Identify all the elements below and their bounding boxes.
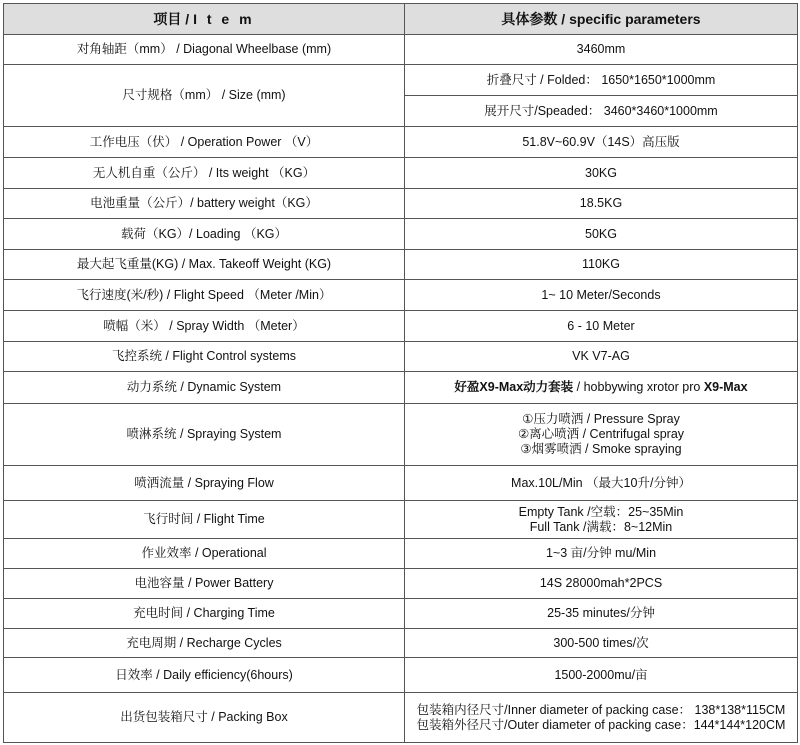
item-cell: 对角轴距（mm） / Diagonal Wheelbase (mm) [4,35,405,65]
table-row [4,466,798,501]
item-cell: 飞行时间 / Flight Time [4,501,405,539]
item-header-en: I t e m [193,10,255,27]
value-cell: 300-500 times/次 [405,629,798,658]
value-cell: 14S 28000mah*2PCS [405,569,798,599]
table-row [4,569,798,599]
item-cell: 电池重量（公斤）/ battery weight（KG） [4,189,405,219]
table-header-row [4,4,798,35]
flight-time-empty: Empty Tank /空载：25~35Min [518,504,684,519]
table-row [4,311,798,342]
item-cell: 充电周期 / Recharge Cycles [4,629,405,658]
table-row [4,219,798,250]
value-cell [405,404,798,466]
flight-time-full: Full Tank /满载：8~12Min [529,519,673,534]
dynamic-system-text: / hobbywing xrotor pro [573,380,704,394]
table-row [4,158,798,189]
value-cell: VK V7-AG [405,342,798,372]
item-cell: 载荷（KG）/ Loading （KG） [4,219,405,250]
item-cell: 喷幅（米） / Spray Width （Meter） [4,311,405,342]
table-row [4,372,798,404]
parameter-header-cn: 具体参数 / [501,10,570,27]
value-cell: 1~ 10 Meter/Seconds [405,280,798,311]
table-row [4,65,798,96]
table-row [4,280,798,311]
item-cell: 日效率 / Daily efficiency(6hours) [4,658,405,693]
value-cell: 1500-2000mu/亩 [405,658,798,693]
item-cell: 飞行速度(米/秒) / Flight Speed （Meter /Min） [4,280,405,311]
packing-outer-diameter: 包装箱外径尺寸/Outer diameter of packing case：144*144*120CM [416,717,786,732]
item-cell: 无人机自重（公斤） / Its weight （KG） [4,158,405,189]
dynamic-system-model: X9-Max [703,380,748,394]
table-row [4,189,798,219]
table-row [4,658,798,693]
spec-table [3,3,798,743]
table-row [4,250,798,280]
value-cell [405,693,798,743]
value-cell: 18.5KG [405,189,798,219]
value-cell: Max.10L/Min （最大10升/分钟） [405,466,798,501]
value-cell-folded: 折叠尺寸 / Folded： 1650*1650*1000mm [405,65,798,96]
table-row [4,539,798,569]
item-column-header [4,4,405,35]
item-cell: 动力系统 / Dynamic System [4,372,405,404]
value-cell: 1~3 亩/分钟 mu/Min [405,539,798,569]
item-cell: 最大起飞重量(KG) / Max. Takeoff Weight (KG) [4,250,405,280]
value-cell: 110KG [405,250,798,280]
table-row [4,35,798,65]
spray-mode-centrifugal: ②离心喷洒 / Centrifugal spray [517,427,685,441]
table-row [4,501,798,539]
packing-inner-diameter: 包装箱内径尺寸/Inner diameter of packing case： 138*138*115CM [416,702,786,717]
table-row [4,599,798,629]
table-row [4,404,798,466]
value-cell: 30KG [405,158,798,189]
table-row [4,127,798,158]
item-cell: 出货包装箱尺寸 / Packing Box [4,693,405,743]
table-row [4,693,798,743]
item-cell: 工作电压（伏） / Operation Power （V） [4,127,405,158]
spray-mode-pressure: ①压力喷洒 / Pressure Spray [522,412,680,426]
value-cell: 6 - 10 Meter [405,311,798,342]
item-cell: 喷洒流量 / Spraying Flow [4,466,405,501]
item-cell: 作业效率 / Operational [4,539,405,569]
spray-mode-smoke: ③烟雾喷洒 / Smoke spraying [520,442,682,456]
item-cell: 充电时间 / Charging Time [4,599,405,629]
item-header-cn: 项目 / [153,10,194,27]
value-cell [405,501,798,539]
item-cell: 飞控系统 / Flight Control systems [4,342,405,372]
value-cell [405,372,798,404]
parameter-header-en: specific parameters [569,10,701,27]
table-row [4,629,798,658]
value-cell: 51.8V~60.9V（14S）高压版 [405,127,798,158]
dynamic-system-kit-cn: 好盈X9-Max动力套装 [454,380,574,394]
item-cell: 电池容量 / Power Battery [4,569,405,599]
item-cell: 尺寸规格（mm） / Size (mm) [4,65,405,127]
parameter-column-header [405,4,798,35]
item-cell: 喷淋系统 / Spraying System [4,404,405,466]
value-cell: 50KG [405,219,798,250]
value-cell: 25-35 minutes/分钟 [405,599,798,629]
value-cell: 3460mm [405,35,798,65]
value-cell-spread: 展开尺寸/Speaded： 3460*3460*1000mm [405,96,798,127]
table-row [4,342,798,372]
